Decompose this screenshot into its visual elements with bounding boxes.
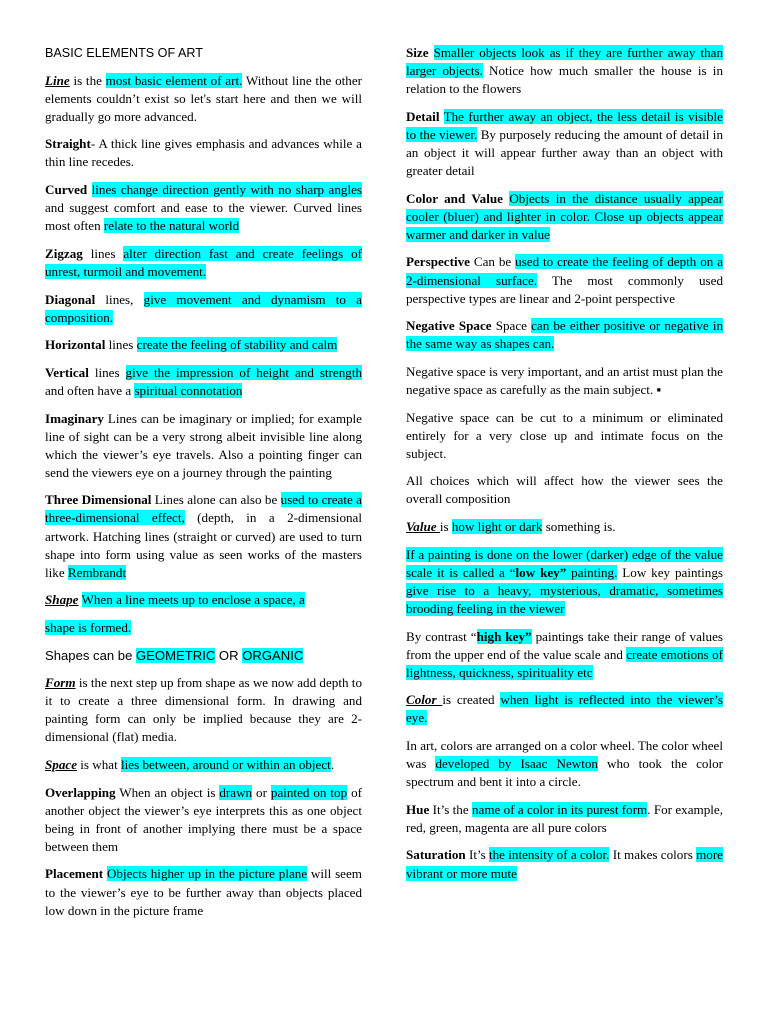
text-run: will seem to the viewer’s eye to be further away than objects placed low down in the picture frame xyxy=(45,866,362,918)
text-run: of another object the viewer’s eye interprets this as one object being in front of another implying there must be a space between them xyxy=(45,784,362,854)
shape-formed-para xyxy=(45,619,362,637)
color-wheel-para xyxy=(406,737,723,791)
highlighted-term: high key” xyxy=(476,628,532,644)
term-heading: Three Dimensional xyxy=(45,492,152,508)
text-run: something is. xyxy=(542,519,616,535)
highlighted-text: when light is reflected into the viewer’s eye. xyxy=(406,692,724,726)
high-key-para xyxy=(406,628,723,682)
highlighted-text: most basic element of art. xyxy=(105,72,243,88)
term-heading: Horizontal xyxy=(45,337,106,353)
highlighted-text: lines change direction gently with no sharp angles xyxy=(91,182,363,198)
highlighted-text: can be either positive or negative in the same way as shapes can. xyxy=(406,318,723,352)
text-run: is created xyxy=(442,692,501,708)
color-value-para xyxy=(406,190,723,244)
highlighted-text: give movement and dynamism to a composition. xyxy=(45,291,362,325)
detail-para xyxy=(406,108,723,180)
text-run: is the xyxy=(69,72,106,88)
highlighted-text: create the feeling of stability and calm xyxy=(136,337,338,353)
doc-title xyxy=(45,44,362,62)
term-heading: Hue xyxy=(406,801,430,817)
text-run: OR xyxy=(215,647,243,663)
text-run: is the next step up from shape as we now add depth to it to create a three dimensional form. In drawing and painting form can only be implied because they are 2-dimensional (flat) media. xyxy=(45,675,362,745)
three-dimensional-para xyxy=(45,491,362,581)
text-run: is xyxy=(439,519,452,535)
highlighted-text: create emotions of lightness, quickness, spirituality etc xyxy=(406,646,723,680)
term-heading: Vertical xyxy=(45,364,89,380)
negative-space-para-3 xyxy=(406,409,723,463)
text-run: The most commonly used perspective types are linear and 2-point perspective xyxy=(406,272,724,306)
term-heading: Form xyxy=(45,675,76,691)
text-run: By contrast “ xyxy=(406,628,477,644)
highlighted-text: Objects in the distance usually appear cooler (bluer) and lighter in color. Close up objects appear warmer and darker in value xyxy=(406,190,724,242)
text-run: Shapes can be xyxy=(45,647,136,663)
text-run: - A thick line gives emphasis and advances while a thin line recedes. xyxy=(45,136,362,170)
text-run: Negative space is very important, and an artist must plan the negative space as carefully as the main subject. ▪ xyxy=(406,363,723,397)
hue-para xyxy=(406,801,723,837)
text-run: who took the color spectrum and bent it into a circle. xyxy=(406,756,724,790)
text-run: Space xyxy=(491,318,532,334)
text-run xyxy=(429,45,434,60)
highlighted-text: used to create a three-dimensional effect, xyxy=(45,492,362,526)
text-run: lines, xyxy=(95,291,144,307)
text-run: Low key paintings xyxy=(617,564,723,580)
right-column xyxy=(406,44,723,892)
text-run: lines xyxy=(88,364,126,380)
horizontal-para xyxy=(45,336,362,354)
highlighted-text: drawn xyxy=(219,784,253,800)
highlighted-text: give rise to a heavy, mysterious, dramatic, sometimes brooding feeling in the viewer xyxy=(406,582,723,616)
text-run: Can be xyxy=(469,254,516,270)
highlighted-text: give the impression of height and strength xyxy=(125,364,363,380)
term-heading: Perspective xyxy=(406,254,470,270)
line-para xyxy=(45,72,362,126)
term-heading: Straight xyxy=(45,136,91,152)
term-heading: Imaginary xyxy=(45,410,104,426)
low-key-para xyxy=(406,546,723,618)
text-run: and suggest comfort and ease to the viewer. Curved lines most often xyxy=(45,200,362,234)
text-run: In art, colors are arranged on a color wheel. The color wheel was xyxy=(406,738,723,772)
text-run xyxy=(439,109,443,124)
term-heading: Curved xyxy=(45,182,88,198)
term-heading: Size xyxy=(406,45,429,60)
term-heading: Line xyxy=(45,72,70,88)
highlighted-text: Rembrandt xyxy=(67,564,127,580)
highlighted-text: how light or dark xyxy=(451,519,543,535)
composition-para xyxy=(406,472,723,508)
text-run: (depth, in a 2-dimensional artwork. Hatching lines (straight or curved) are used to turn shape into form using value as seen works of the masters like xyxy=(45,510,362,580)
perspective-para xyxy=(406,253,723,307)
size-para xyxy=(406,44,723,98)
text-run xyxy=(87,182,91,197)
saturation-para xyxy=(406,846,723,882)
highlighted-text: ORGANIC xyxy=(242,647,304,663)
highlighted-text: alter direction fast and create feelings of unrest, turmoil and movement. xyxy=(45,245,362,279)
text-run: and often have a xyxy=(45,382,135,398)
text-run: paintings take their range of values from the upper end of the value scale and xyxy=(406,628,723,662)
term-heading: Saturation xyxy=(406,847,466,863)
text-run: . For example, red, green, magenta are all pure colors xyxy=(406,801,723,835)
term-heading: Overlapping xyxy=(45,784,116,800)
text-run: Notice how much smaller the house is in relation to the flowers xyxy=(406,63,723,97)
text-run: or xyxy=(252,784,271,800)
negative-space-para-2 xyxy=(406,363,723,399)
highlighted-text: spiritual connotation xyxy=(134,382,243,398)
term-heading: Placement xyxy=(45,866,104,882)
highlighted-text: relate to the natural world xyxy=(103,218,240,234)
curved-para xyxy=(45,181,362,235)
term-heading: Diagonal xyxy=(45,291,96,307)
highlighted-text: painting. xyxy=(566,564,618,580)
text-run: Lines alone can also be xyxy=(151,492,281,508)
diagonal-para xyxy=(45,291,362,327)
term-heading: Zigzag xyxy=(45,245,83,261)
text-run: is what xyxy=(77,757,122,772)
highlighted-text: If a painting is done on the lower (darker) edge of the value scale it is called a “ xyxy=(406,546,723,580)
term-heading: Negative Space xyxy=(406,318,492,334)
highlighted-text: When a line meets up to enclose a space, a xyxy=(81,592,305,608)
text-run: When an object is xyxy=(115,784,220,800)
term-heading: Detail xyxy=(406,108,440,124)
highlighted-text: The further away an object, the less detail is visible to the viewer. xyxy=(406,108,723,142)
text-run: Negative space can be cut to a minimum or eliminated entirely for a very close up and intimate focus on the subject. xyxy=(406,409,723,461)
text-run: Lines can be imaginary or implied; for example line of sight can be a very strong albeit invisible line along which the viewer’s eye travels. Also a pointing finger can send the viewers eye on a journey through the painting xyxy=(45,410,362,480)
text-run: By purposely reducing the amount of detail in an object it will appear further away than an object with greater detail xyxy=(406,126,723,179)
highlighted-text: name of a color in its purest form xyxy=(471,801,648,817)
text-run: Without line the other elements couldn’t exist so let's start here and then we will gradually go more advanced. xyxy=(45,72,362,124)
zigzag-para xyxy=(45,245,362,281)
term-heading: Space xyxy=(45,757,77,772)
term-heading: Color xyxy=(406,692,443,708)
form-para xyxy=(45,674,362,746)
value-para xyxy=(406,518,723,536)
highlighted-term: low key” xyxy=(515,564,567,580)
color-para xyxy=(406,691,723,727)
overlapping-para xyxy=(45,784,362,856)
text-run: All choices which will affect how the viewer sees the overall composition xyxy=(406,473,723,507)
imaginary-para xyxy=(45,410,362,482)
shapes-types-para xyxy=(45,647,362,665)
text-run: It’s xyxy=(465,847,489,863)
term-heading: Shape xyxy=(45,592,79,608)
highlighted-text: more vibrant or more mute xyxy=(406,847,723,881)
vertical-para xyxy=(45,364,362,400)
term-heading: Value xyxy=(406,519,440,535)
negative-space-para xyxy=(406,317,723,353)
text-run: . xyxy=(330,757,335,772)
shape-para xyxy=(45,591,362,609)
highlighted-text: used to create the feeling of depth on a 2-dimensional surface. xyxy=(406,254,723,288)
highlighted-text: lies between, around or within an object xyxy=(121,757,331,772)
straight-para xyxy=(45,135,362,171)
highlighted-text: developed by Isaac Newton xyxy=(435,756,598,772)
highlighted-text: GEOMETRIC xyxy=(136,647,216,663)
text-run: lines xyxy=(105,337,137,353)
highlighted-text: painted on top xyxy=(270,784,348,800)
left-column xyxy=(45,44,362,929)
text-run: lines xyxy=(82,245,124,261)
highlighted-text: the intensity of a color. xyxy=(489,847,610,863)
text-run: It’s the xyxy=(429,801,472,817)
placement-para xyxy=(45,865,362,919)
document-title: BASIC ELEMENTS OF ART xyxy=(45,46,203,60)
term-heading: Color and Value xyxy=(406,190,503,206)
highlighted-text: Smaller objects look as if they are further away than larger objects. xyxy=(406,45,723,79)
space-para xyxy=(45,756,362,774)
highlighted-text: shape is formed. xyxy=(45,619,132,635)
text-run: It makes colors xyxy=(609,847,697,863)
highlighted-text: Objects higher up in the picture plane xyxy=(106,866,308,882)
